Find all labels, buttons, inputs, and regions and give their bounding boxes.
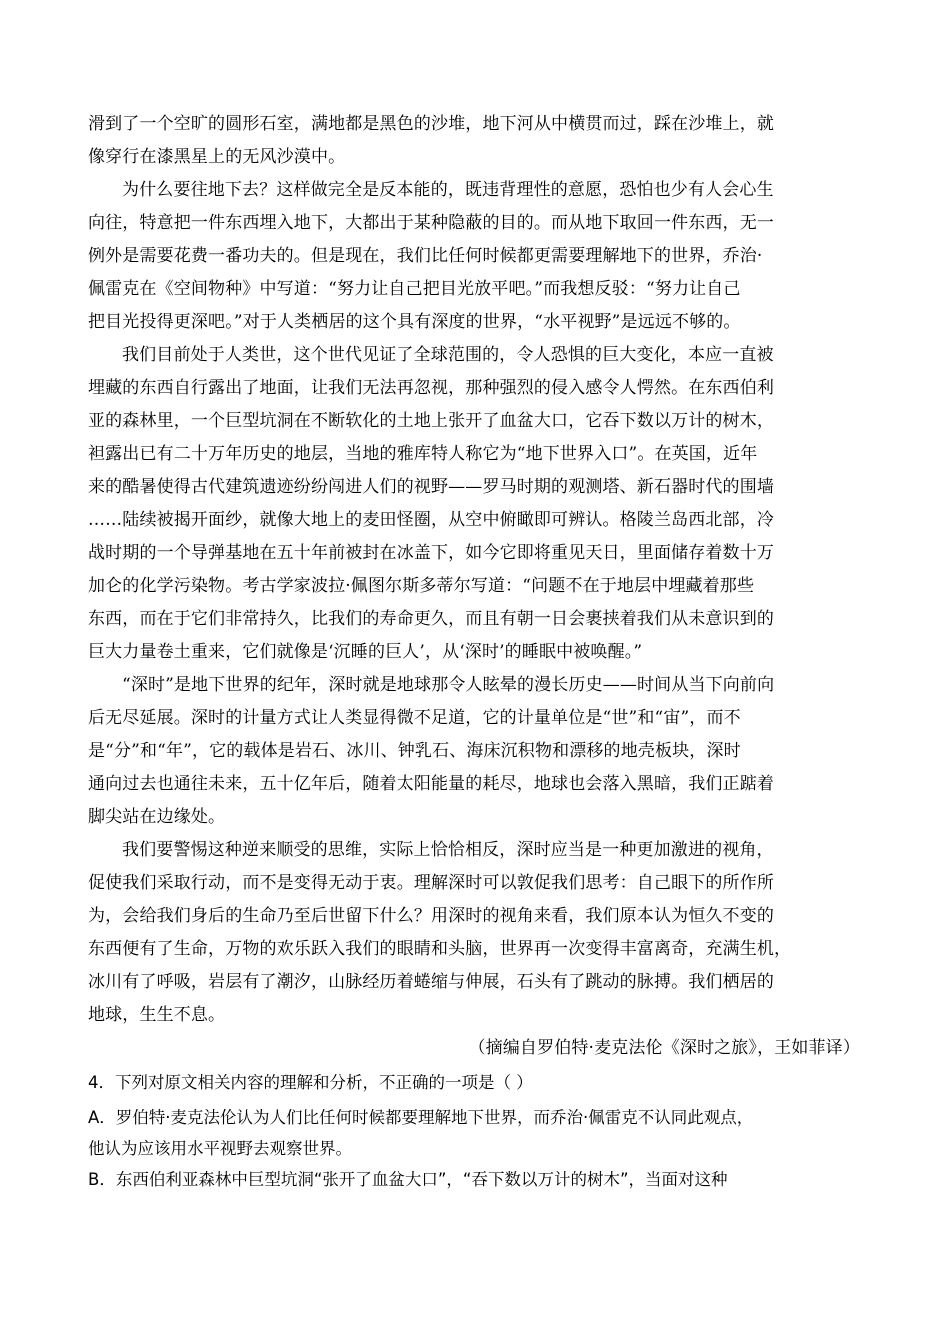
article-line: 脚尖站在边缘处。 [88, 807, 226, 827]
article-line: 为，会给我们身后的生命乃至后世留下什么？用深时的视角来看，我们原本认为恒久不变的 [88, 906, 774, 926]
article-line: 袒露出已有二十万年历史的地层，当地的雅库特人称它为“地下世界入口”。在英国，近年 [88, 444, 758, 464]
article-line: 促使我们采取行动，而不是变得无动于衷。理解深时可以敦促我们思考：自己眼下的所作所 [88, 873, 774, 893]
article-line: 东西便有了生命，万物的欢乐跃入我们的眼睛和头脑，世界再一次变得丰富离奇，充满生机， [88, 939, 792, 959]
article-line: 地球，生生不息。 [88, 1005, 226, 1025]
option-a-line: A．罗伯特·麦克法伦认为人们比任何时候都要理解地下世界，而乔治·佩雷克不认同此观点， [88, 1108, 754, 1127]
article-line: 我们目前处于人类世，这个世代见证了全球范围的，令人恐惧的巨大变化，本应一直被 [122, 345, 774, 365]
question-block [88, 1067, 868, 1195]
document-body [88, 108, 862, 1065]
option-b-line: B．东西伯利亚森林中巨型坑洞“张开了血盆大口”，“吞下数以万计的树木”，当面对这种 [88, 1170, 728, 1189]
article-line: 巨大力量卷土重来，它们就像是‘沉睡的巨人’，从‘深时’的睡眠中被唤醒。” [88, 642, 643, 662]
article-line: 通向过去也通往未来，五十亿年后，随着太阳能量的耗尽，地球也会落入黑暗，我们正踮着 [88, 774, 774, 794]
article-line: 亚的森林里，一个巨型坑洞在不断软化的土地上张开了血盆大口，它吞下数以万计的树木， [88, 411, 774, 431]
article-line: 向往，特意把一件东西埋入地下，大都出于某种隐蔽的目的。而从地下取回一件东西，无一 [88, 213, 774, 233]
article-line: 我们要警惕这种逆来顺受的思维，实际上恰恰相反，深时应当是一种更加激进的视角， [122, 840, 774, 860]
article-line: ……陆续被揭开面纱，就像大地上的麦田怪圈，从空中俯瞰即可辨认。格陵兰岛西北部，冷 [88, 510, 774, 530]
question-stem: 4．下列对原文相关内容的理解和分析，不正确的一项是（ ） [88, 1073, 533, 1092]
article-line: 冰川有了呼吸，岩层有了潮汐，山脉经历着蜷缩与伸展，石头有了跳动的脉搏。我们栖居的 [88, 972, 774, 992]
article-line: 东西，而在于它们非常持久，比我们的寿命更久，而且有朝一日会裹挟着我们从未意识到的 [88, 609, 774, 629]
article-line: 埋藏的东西自行露出了地面，让我们无法再忽视，那种强烈的侵入感令人愕然。在东西伯利 [88, 378, 774, 398]
option-a-line: 他认为应该用水平视野去观察世界。 [88, 1139, 352, 1158]
article-line: 像穿行在漆黑星上的无风沙漠中。 [88, 147, 346, 167]
article-line: 加仑的化学污染物。考古学家波拉·佩图尔斯多蒂尔写道：“问题不在于地层中埋藏着那些 [88, 576, 755, 596]
article-line: 来的酷暑使得古代建筑遗迹纷纷闯进人们的视野——罗马时期的观测塔、新石器时代的围墙 [88, 477, 774, 497]
article-line: 佩雷克在《空间物种》中写道：“努力让自己把目光放平吧。”而我想反驳：“努力让自己 [88, 279, 741, 299]
article-line: “深时”是地下世界的纪年，深时就是地球那令人眩晕的漫长历史——时间从当下向前向 [122, 675, 775, 695]
article-line: 把目光投得更深吧。”对于人类栖居的这个具有深度的世界，“水平视野”是远远不够的。 [88, 312, 741, 332]
article-line: 滑到了一个空旷的圆形石室，满地都是黑色的沙堆，地下河从中横贯而过，踩在沙堆上，就 [88, 114, 774, 134]
article-line: 例外是需要花费一番功夫的。但是现在，我们比任何时候都更需要理解地下的世界，乔治· [88, 246, 763, 266]
article-line: 为什么要往地下去？这样做完全是反本能的，既违背理性的意愿，恐怕也少有人会心生 [122, 180, 774, 200]
citation: （摘编自罗伯特·麦克法伦《深时之旅》，王如菲译） [468, 1038, 860, 1058]
article-line: 战时期的一个导弹基地在五十年前被封在冰盖下，如今它即将重见天日，里面储存着数十万 [88, 543, 774, 563]
article-line: 是“分”和“年”，它的载体是岩石、冰川、钟乳石、海床沉积物和漂移的地壳板块，深时 [88, 741, 741, 761]
article-line: 后无尽延展。深时的计量方式让人类显得微不足道，它的计量单位是“世”和“宙”，而不 [88, 708, 741, 728]
